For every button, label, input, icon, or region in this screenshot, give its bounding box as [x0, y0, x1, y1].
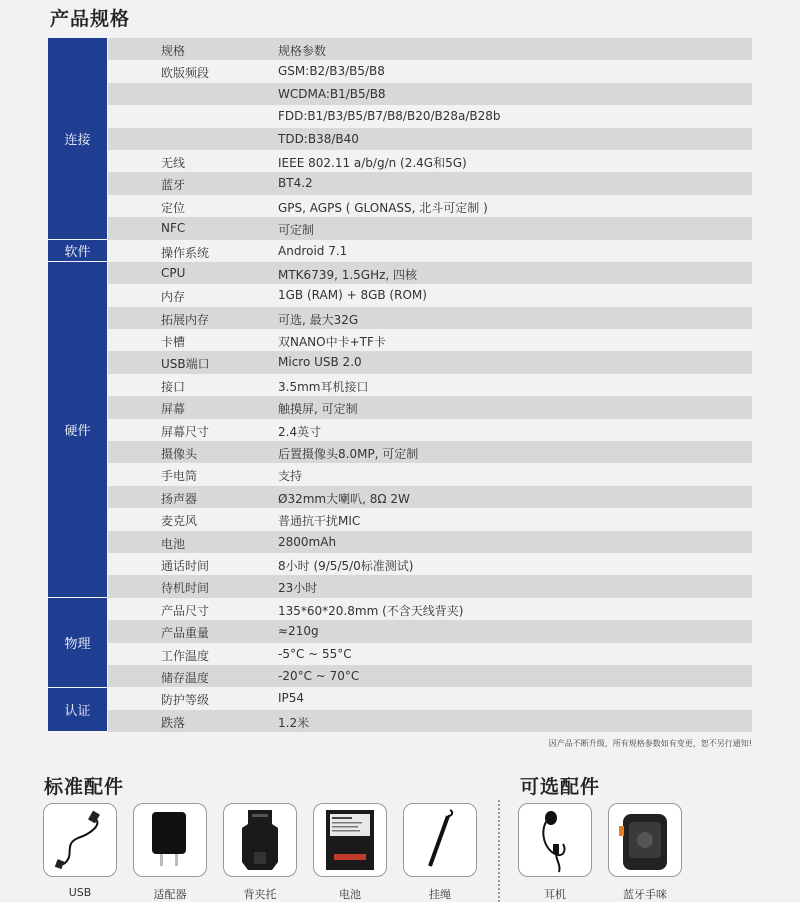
spec-row [108, 486, 752, 508]
spec-row [108, 598, 752, 620]
spec-row [108, 687, 752, 709]
lanyard-icon [403, 803, 477, 877]
spec-row [108, 240, 752, 262]
spec-value: Ø32mm大喇叭, 8Ω 2W [278, 491, 410, 506]
spec-label: 产品重量 [161, 626, 210, 641]
spec-value: 后置摄像头8.0MP, 可定制 [278, 447, 419, 462]
spec-value: 1GB (RAM) + 8GB (ROM) [278, 288, 427, 303]
spec-row [108, 665, 752, 687]
standard-accessories-title: 标准配件 [44, 776, 125, 798]
spec-label: 手电筒 [161, 469, 198, 484]
spec-value: Micro USB 2.0 [278, 355, 362, 370]
spec-value: GSM:B2/B3/B5/B8 [278, 64, 385, 79]
accessory-bluetooth-mic: 蓝牙手咪 [608, 803, 682, 902]
spec-label: NFC [161, 221, 186, 236]
spec-value: 1.2米 [278, 715, 310, 730]
spec-row [108, 531, 752, 553]
spec-value: 可定制 [278, 223, 315, 238]
spec-label: 产品尺寸 [161, 603, 210, 618]
spec-row [108, 329, 752, 351]
spec-label: 跌落 [161, 715, 186, 730]
spec-value: -5°C ~ 55°C [278, 646, 352, 661]
accessory-earphone: 耳机 [518, 803, 592, 902]
spec-value: 规格参数 [278, 44, 327, 58]
spec-row [108, 262, 752, 284]
spec-label: 工作温度 [161, 648, 210, 663]
page-title: 产品规格 [50, 8, 131, 30]
spec-row [108, 150, 752, 172]
adapter-icon [133, 803, 207, 877]
category-cell: 认证 [48, 688, 107, 732]
optional-accessories-title: 可选配件 [520, 776, 601, 798]
spec-label: 防护等级 [161, 693, 210, 708]
accessory-adapter: 适配器 [133, 803, 207, 902]
spec-row [108, 38, 752, 60]
spec-label: USB端口 [161, 357, 210, 372]
disclaimer-note: 因产品不断升级，所有规格参数如有变更，恕不另行通知! [548, 739, 752, 748]
spec-row [108, 307, 752, 329]
spec-label: 摄像头 [161, 447, 198, 462]
spec-value: TDD:B38/B40 [278, 131, 359, 146]
spec-label: 欧版频段 [161, 66, 210, 81]
spec-label: CPU [161, 265, 186, 280]
spec-value: 135*60*20.8mm (不含天线背夹) [278, 603, 464, 618]
spec-value: BT4.2 [278, 176, 313, 191]
spec-label: 屏幕尺寸 [161, 424, 210, 439]
spec-row [108, 105, 752, 127]
spec-value: Android 7.1 [278, 243, 348, 258]
spec-row [108, 643, 752, 665]
spec-value: FDD:B1/B3/B5/B7/B8/B20/B28a/B28b [278, 109, 501, 124]
spec-label: 电池 [161, 536, 186, 551]
spec-label: 待机时间 [161, 581, 210, 596]
spec-rows [108, 38, 752, 732]
spec-value: 2.4英寸 [278, 424, 322, 439]
spec-label: 操作系统 [161, 245, 210, 260]
spec-label: 规格 [161, 44, 186, 58]
spec-value: 2800mAh [278, 534, 337, 549]
spec-value: 23小时 [278, 581, 318, 596]
spec-row [108, 396, 752, 418]
earphone-icon [518, 803, 592, 877]
spec-value: IEEE 802.11 a/b/g/n (2.4G和5G) [278, 155, 467, 170]
spec-label: 接口 [161, 379, 186, 394]
spec-row [108, 195, 752, 217]
spec-row [108, 128, 752, 150]
accessory-battery: 电池 [313, 803, 387, 902]
section-divider [498, 800, 500, 902]
category-cell: 硬件 [48, 262, 107, 597]
spec-value: 可选, 最大32G [278, 312, 359, 327]
spec-value: 触摸屏, 可定制 [278, 402, 358, 417]
spec-row [108, 374, 752, 396]
category-cell: 软件 [48, 240, 107, 261]
spec-row [108, 172, 752, 194]
spec-label: 储存温度 [161, 670, 210, 685]
spec-row [108, 575, 752, 597]
spec-row [108, 508, 752, 530]
spec-label: 卡槽 [161, 335, 186, 350]
spec-value: WCDMA:B1/B5/B8 [278, 86, 386, 101]
spec-row [108, 419, 752, 441]
bluetooth-mic-icon [608, 803, 682, 877]
accessory-lanyard: 挂绳 [403, 803, 477, 902]
spec-label: 麦克风 [161, 514, 198, 529]
usb-cable-icon [43, 803, 117, 877]
spec-label: 内存 [161, 290, 186, 305]
spec-value: MTK6739, 1.5GHz, 四核 [278, 267, 418, 282]
battery-icon [313, 803, 387, 877]
accessory-usb: USB [43, 803, 117, 899]
spec-value: 双NANO中卡+TF卡 [278, 335, 386, 350]
spec-label: 屏幕 [161, 402, 186, 417]
spec-row [108, 83, 752, 105]
spec-label: 拓展内存 [161, 312, 210, 327]
spec-row [108, 553, 752, 575]
accessory-belt-clip: 背夹托 [223, 803, 297, 902]
spec-label: 无线 [161, 155, 186, 170]
spec-row [108, 217, 752, 239]
spec-value: IP54 [278, 691, 305, 706]
spec-value: 3.5mm耳机接口 [278, 379, 369, 394]
category-cell: 物理 [48, 598, 107, 687]
spec-row [108, 620, 752, 642]
spec-value: GPS, AGPS ( GLONASS, 北斗可定制 ) [278, 200, 488, 215]
spec-value: 支持 [278, 469, 303, 484]
spec-value: -20°C ~ 70°C [278, 668, 360, 683]
spec-label: 通话时间 [161, 558, 210, 573]
spec-value: ≈210g [278, 624, 319, 639]
belt-clip-icon [223, 803, 297, 877]
category-cell: 连接 [48, 38, 107, 239]
spec-row [108, 60, 752, 82]
spec-label: 定位 [161, 200, 186, 215]
spec-row [108, 441, 752, 463]
spec-row [108, 463, 752, 485]
spec-row [108, 351, 752, 373]
spec-row [108, 710, 752, 732]
spec-label: 扬声器 [161, 491, 198, 506]
spec-value: 8小时 (9/5/5/0标准测试) [278, 558, 414, 573]
spec-value: 普通抗干扰MIC [278, 514, 361, 529]
spec-row [108, 284, 752, 306]
spec-label: 蓝牙 [161, 178, 186, 193]
